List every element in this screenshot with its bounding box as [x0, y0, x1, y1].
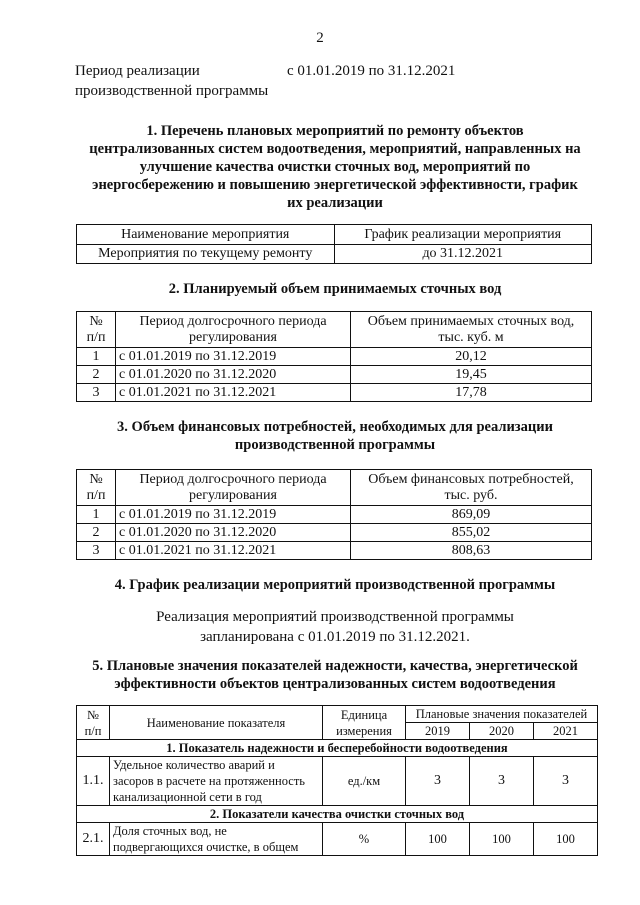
header-text: регулирования: [189, 487, 277, 503]
col-header: Наименование мероприятия: [77, 225, 335, 245]
section4-heading: 4. График реализации мероприятий производственной программы: [114, 577, 556, 593]
section3-heading: [60, 418, 610, 454]
year-header: 2020: [469, 723, 533, 740]
row-number: 2.1.: [77, 823, 110, 856]
period-label-line2: производственной программы: [75, 83, 269, 99]
table-row: [77, 348, 592, 366]
section2-table: [76, 311, 592, 402]
name-line: засоров в расчете на протяженность: [113, 774, 306, 788]
period-value: с 01.01.2019 по 31.12.2021: [287, 63, 456, 79]
row-number: 2: [77, 366, 116, 384]
col-header-number: [77, 706, 110, 740]
row-period: с 01.01.2019 по 31.12.2019: [116, 348, 351, 366]
col-header-number: [77, 470, 116, 506]
year-header: 2019: [406, 723, 470, 740]
row-number: 1: [77, 348, 116, 366]
heading-line: 5. Плановые значения показателей надежности, качества, энергетической: [92, 658, 578, 674]
row-value: 3: [533, 757, 597, 806]
col-header-period: [116, 312, 351, 348]
row-number: 3: [77, 384, 116, 402]
table-row: [77, 506, 592, 524]
col-header-unit: [323, 706, 406, 740]
row-name: [110, 757, 323, 806]
heading-line: производственной программы: [234, 437, 436, 453]
heading-line: эффективности объектов централизованных систем водоотведения: [114, 676, 556, 692]
row-value: 808,63: [351, 542, 592, 560]
col-header-name: Наименование показателя: [110, 706, 323, 740]
name-line: Доля сточных вод, не: [113, 824, 227, 838]
table-row: [77, 366, 592, 384]
header-text: п/п: [84, 723, 102, 738]
row-value: 19,45: [351, 366, 592, 384]
header-text: Период долгосрочного периода: [139, 313, 327, 329]
row-value: 20,12: [351, 348, 592, 366]
header-text: №: [87, 707, 99, 722]
table-row: [77, 823, 598, 856]
section2-heading: 2. Планируемый объем принимаемых сточных вод: [168, 281, 502, 297]
section1-heading: [60, 122, 610, 212]
header-text: п/п: [86, 487, 106, 503]
row-period: с 01.01.2021 по 31.12.2021: [116, 542, 351, 560]
col-header: График реализации мероприятия: [334, 225, 592, 245]
section4-text: [60, 607, 610, 647]
section1-table: [76, 224, 592, 264]
heading-line: централизованных систем водоотведения, мероприятий, направленных на: [89, 141, 581, 157]
heading-line: 3. Объем финансовых потребностей, необходимых для реализации: [117, 419, 553, 435]
row-number: 1: [77, 506, 116, 524]
header-text: измерения: [336, 723, 392, 738]
header-text: Период долгосрочного периода: [139, 471, 327, 487]
row-unit: %: [323, 823, 406, 856]
col-header-value: [351, 470, 592, 506]
header-text: Объем финансовых потребностей,: [368, 471, 574, 487]
row-value: 100: [406, 823, 470, 856]
row-value: 100: [533, 823, 597, 856]
row-period: с 01.01.2020 по 31.12.2020: [116, 366, 351, 384]
row-value: 855,02: [351, 524, 592, 542]
name-line: подвергающихся очистке, в общем: [113, 840, 299, 854]
col-header-number: [77, 312, 116, 348]
page-number: 2: [316, 30, 324, 46]
row-name: [110, 823, 323, 856]
table-row: [77, 757, 598, 806]
section5-table: [76, 705, 598, 856]
table-row: [77, 524, 592, 542]
table-row: [77, 542, 592, 560]
period-label-line1: Период реализации: [75, 63, 200, 79]
heading-line: энергосбережению и повышению энергетической эффективности, график: [92, 177, 578, 193]
section3-table: [76, 469, 592, 560]
row-period: с 01.01.2019 по 31.12.2019: [116, 506, 351, 524]
row-value: 100: [469, 823, 533, 856]
name-line: Удельное количество аварий и: [113, 758, 275, 772]
row-period: с 01.01.2020 по 31.12.2020: [116, 524, 351, 542]
header-text: №: [89, 313, 103, 329]
row-value: 17,78: [351, 384, 592, 402]
year-header: 2021: [533, 723, 597, 740]
header-text: тыс. куб. м: [438, 329, 504, 345]
group-header: 1. Показатель надежности и бесперебойности водоотведения: [77, 740, 598, 757]
row-value: 869,09: [351, 506, 592, 524]
heading-line: 1. Перечень плановых мероприятий по ремонту объектов: [146, 123, 524, 139]
header-text: регулирования: [189, 329, 277, 345]
section5-heading: [60, 657, 610, 693]
col-header-period: [116, 470, 351, 506]
activity-name: Мероприятия по текущему ремонту: [77, 245, 335, 264]
row-value: 3: [406, 757, 470, 806]
text-line: запланирована с 01.01.2019 по 31.12.2021.: [200, 629, 470, 645]
col-header-value: [351, 312, 592, 348]
header-text: тыс. руб.: [444, 487, 498, 503]
row-number: 2: [77, 524, 116, 542]
table-row: [77, 384, 592, 402]
row-value: 3: [469, 757, 533, 806]
name-line: канализационной сети в год: [113, 790, 262, 804]
heading-line: улучшение качества очистки сточных вод, мероприятий по: [139, 159, 531, 175]
group-header: 2. Показатели качества очистки сточных вод: [77, 806, 598, 823]
text-line: Реализация мероприятий производственной программы: [156, 609, 514, 625]
header-text: №: [89, 471, 103, 487]
header-text: п/п: [86, 329, 106, 345]
row-period: с 01.01.2021 по 31.12.2021: [116, 384, 351, 402]
header-text: Единица: [340, 707, 388, 722]
row-number: 1.1.: [77, 757, 110, 806]
row-number: 3: [77, 542, 116, 560]
heading-line: их реализации: [287, 195, 383, 211]
row-unit: ед./км: [323, 757, 406, 806]
header-text: Объем принимаемых сточных вод,: [367, 313, 575, 329]
col-header-plan: Плановые значения показателей: [406, 706, 598, 723]
activity-schedule: до 31.12.2021: [334, 245, 592, 264]
